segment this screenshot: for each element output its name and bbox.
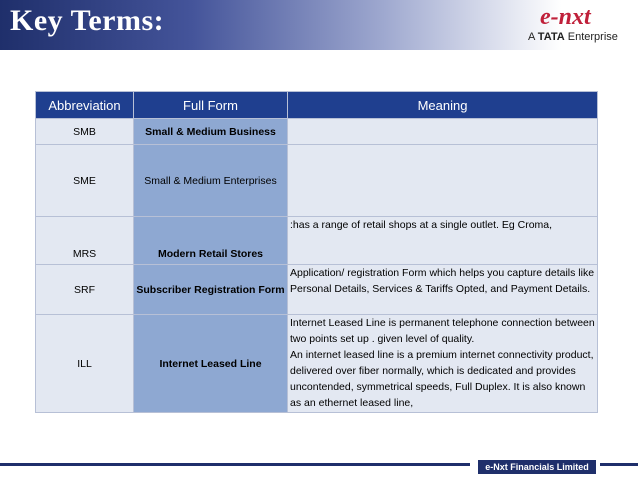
row-meaning <box>288 119 598 145</box>
row-full-form: Small & Medium Enterprises <box>134 145 288 217</box>
header-meaning: Meaning <box>288 92 598 119</box>
row-abbr: ILL <box>36 315 134 413</box>
logo <box>510 4 630 48</box>
table-header-row <box>36 92 598 119</box>
footer-rule-right <box>600 463 638 466</box>
row-abbr: SME <box>36 145 134 217</box>
header-full-form: Full Form <box>134 92 288 119</box>
row-meaning: Application/ registration Form which helps you capture details like Personal Details, Services & Tariffs Opted, and Payment Details. <box>288 265 598 315</box>
table-row <box>36 217 598 265</box>
row-meaning: :has a range of retail shops at a single outlet. Eg Croma, <box>288 217 598 265</box>
row-abbr: MRS <box>36 217 134 265</box>
table-row <box>36 315 598 413</box>
row-full-form: Small & Medium Business <box>134 119 288 145</box>
table-row <box>36 145 598 217</box>
header-abbreviation: Abbreviation <box>36 92 134 119</box>
logo-tagline: A TATA Enterprise <box>528 31 618 43</box>
row-full-form: Modern Retail Stores <box>134 217 288 265</box>
row-meaning: Internet Leased Line is permanent telephone connection between two points set up . given level of quality. An internet leased line is a premium internet connectivity product, delivered over fiber normally, which is dedicated and provides uncontended, symmetrical speeds, Full Duplex. It is also known as an ethernet leased line, <box>288 315 598 413</box>
row-full-form: Subscriber Registration Form <box>134 265 288 315</box>
slide-title: Key Terms: <box>10 4 165 37</box>
footer-rule-left <box>0 463 470 466</box>
logo-mark: e-nxt <box>540 4 591 30</box>
table-row <box>36 119 598 145</box>
table-row <box>36 265 598 315</box>
row-abbr: SRF <box>36 265 134 315</box>
row-abbr: SMB <box>36 119 134 145</box>
key-terms-table <box>35 91 598 413</box>
footer-company: e-Nxt Financials Limited <box>478 460 596 474</box>
row-full-form: Internet Leased Line <box>134 315 288 413</box>
row-meaning <box>288 145 598 217</box>
